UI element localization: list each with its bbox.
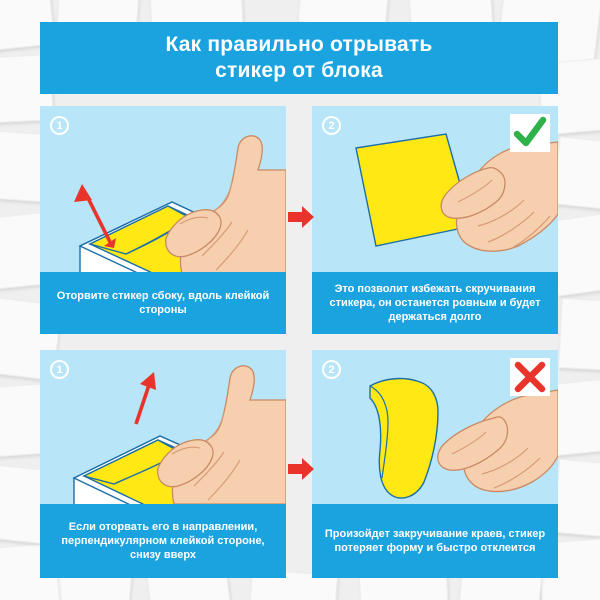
step-badge: 1 xyxy=(50,116,69,135)
illustration-tear-upward xyxy=(40,350,286,504)
illustration-tear-sideways xyxy=(40,106,286,274)
check-mark-box xyxy=(510,114,550,152)
card-caption: Произойдет закручивание краев, стикер потеряет форму и быстро отклеится xyxy=(312,504,558,578)
card-caption: Если оторвать его в направлении, перпендикулярном клейкой стороне, снизу вверх xyxy=(40,504,286,578)
card-caption: Это позволит избежать скручивания стикера, он останется ровным и будет держаться долго xyxy=(312,272,558,334)
check-icon xyxy=(510,114,550,152)
step-badge: 2 xyxy=(322,116,341,135)
arrow-right-icon xyxy=(288,458,314,480)
flow-arrow-bottom xyxy=(288,458,314,480)
card-caption: Оторвите стикер сбоку, вдоль клейкой стороны xyxy=(40,272,286,334)
page-title-line2: стикер от блока xyxy=(215,59,383,82)
infographic-panel xyxy=(22,10,578,590)
steps-grid xyxy=(40,106,558,578)
page-title-line1: Как правильно отрывать xyxy=(165,33,433,57)
motion-arrow-icon xyxy=(136,372,156,424)
step-badge: 1 xyxy=(50,360,69,379)
page-title xyxy=(40,22,558,94)
arrow-right-icon xyxy=(288,206,314,228)
card-wrong-step1 xyxy=(40,350,286,578)
flow-arrow-top xyxy=(288,206,314,228)
card-wrong-step2 xyxy=(312,350,558,578)
step-badge: 2 xyxy=(322,360,341,379)
cross-icon xyxy=(510,358,550,396)
card-correct-step1 xyxy=(40,106,286,334)
card-correct-step2 xyxy=(312,106,558,334)
cross-mark-box xyxy=(510,358,550,396)
